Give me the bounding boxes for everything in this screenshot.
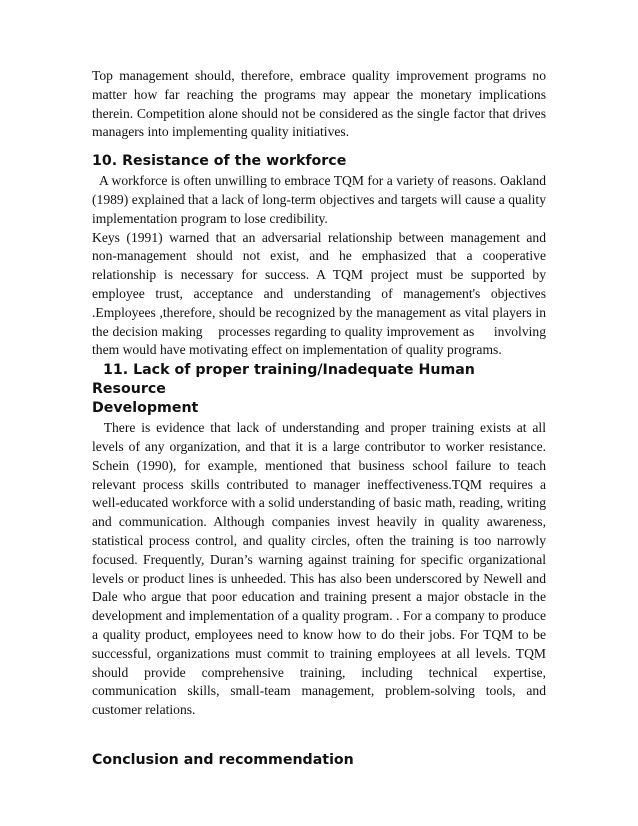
document-page <box>92 67 567 770</box>
section-10-paragraph-2: Keys (1991) warned that an adversarial relationship between management and non-management should not exist, and he emphasized that a cooperative relationship is necessary for success. A TQM project must be supported by employee trust, acceptance and understanding of management's objectives .Employees ,therefore, should be recognized by the management as vital players in the decision making processes regarding to quality improvement as involving them would have motivating effect on implementation of quality programs. <box>92 229 550 358</box>
section-11-paragraph-1: There is evidence that lack of understanding and proper training exists at all levels of any organization, and that it is a large contributor to worker resistance. Schein (1990), for example, mentioned that business school failure to teach relevant process skills contributed to manager ineffectiveness.TQM requires a well-educated workforce with a solid understanding of basic math, reading, writing and communication. Although companies invest heavily in quality awareness, statistical process control, and quality circles, often the training is too narrowly focused. Frequently, Duran’s warning against training for specific organizational levels or product lines is unheeded. This has also been underscored by Newell and Dale who argue that poor education and training present a major obstacle in the development and implementation of a quality program. . For a company to produce a quality product, employees need to know how to do their jobs. For TQM to be successful, organizations must commit to training employees at all levels. TQM should provide comprehensive training, including technical expertise, communication skills, small-team management, problem-solving tools, and customer relations. <box>92 420 550 718</box>
section-10-heading: 10. Resistance of the workforce <box>92 153 347 170</box>
section-11-heading <box>92 361 546 418</box>
section-11-heading-line-2: Development <box>92 400 199 417</box>
conclusion-heading: Conclusion and recommendation <box>92 751 354 768</box>
intro-paragraph: Top management should, therefore, embrace quality improvement programs no matter how far reaching the programs may appear the monetary implications therein. Competition alone should not be considered as the single factor that drives managers into implementing quality initiatives. <box>92 68 567 140</box>
section-10-paragraph-1: A workforce is often unwilling to embrace TQM for a variety of reasons. Oakland (1989) explained that a lack of long-term objectives and targets will cause a quality implementation program to lose credibility. <box>92 173 550 226</box>
section-11-heading-line-1: 11. Lack of proper training/Inadequate Human Resource <box>92 362 475 398</box>
